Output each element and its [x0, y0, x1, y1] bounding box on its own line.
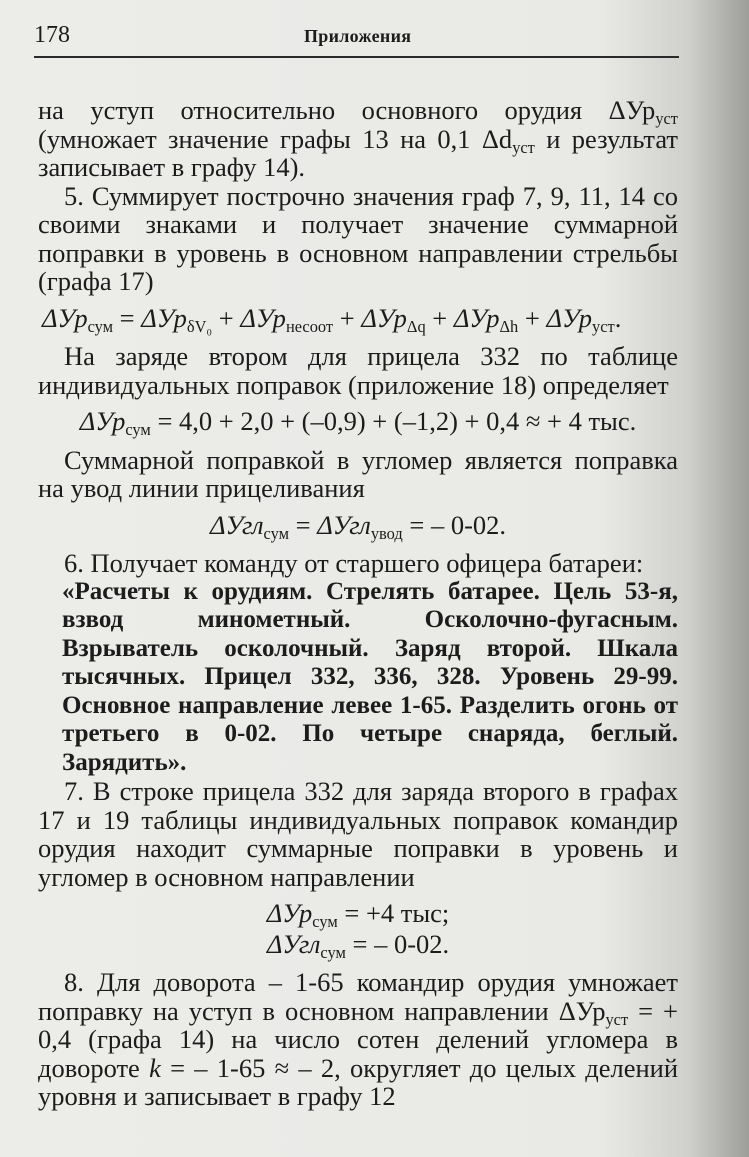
p1-text: на уступ относительно основного орудия ΔУр — [38, 95, 656, 125]
formula-level-result — [38, 898, 678, 931]
f4-lhs-sub: сум — [312, 911, 338, 931]
p1-text-2: (умножает значение графы 13 на 0,1 Δd — [38, 123, 513, 154]
f3-mid-sub: увод — [370, 523, 403, 543]
paragraph-step-5: 5. Суммирует построчно значения граф 7, 9, 11, 14 со своими знаками и получает значение суммарной поправки в уровень в основном направлении стрельбы (графа 17) — [38, 180, 678, 296]
f2-lhs-sub: сум — [125, 419, 151, 439]
f1-t4: ΔУр — [453, 302, 500, 333]
command-text: «Расчеты к орудиям. Стрелять батарее. Цель 53-я, взвод минометный. Осколочно-фугасным. Взрыватель осколочный. Заряд второй. Шкала тысячных. Прицел 332, 336, 328. Уровень 29-99. Основное направление левее 1-65. Разделить огонь от третьего в 0-02. По четыре снаряда, беглый. Зарядить». — [62, 577, 678, 776]
f4-lhs: ΔУр — [266, 898, 313, 928]
p7-c: = – 1-65 ≈ – 2, округляет до целых делений уровня и записывает в графу 12 — [38, 1052, 678, 1111]
f1-t2: ΔУр — [240, 302, 286, 333]
p7-a-sub: уст — [605, 1009, 629, 1029]
p1-sub: уст — [655, 108, 678, 128]
p7-b: = + 0,4 (графа 14) на число сотен делений угломера в довороте — [38, 995, 678, 1083]
f1-lhs: ΔУр — [42, 302, 88, 333]
f1-t5: ΔУр — [546, 302, 593, 333]
page-number: 178 — [34, 22, 70, 48]
f1-t3-sub: Δq — [406, 316, 426, 336]
f3-lhs-sub: сум — [263, 523, 290, 543]
page-header — [34, 20, 679, 54]
p7-k: k — [149, 1052, 161, 1083]
f1-t3: ΔУр — [361, 302, 407, 333]
f1-t5-sub: уст — [592, 316, 615, 336]
paragraph-step-6: 6. Получает команду от старшего офицера батареи: — [64, 548, 644, 578]
header-rule — [34, 56, 679, 58]
f3-mid: ΔУгл — [317, 509, 371, 540]
f1-t4-sub: Δh — [499, 316, 519, 336]
f5-lhs-sub: сум — [320, 942, 346, 962]
formula-sum-level: ΔУр$_{сум}$ = ΔУр$_{\delta V_0}$ + ΔУр$_{несоот}$ + ΔУр$_{\Delta q}$ + ΔУр$_{\Delta h}$ + ΔУр$_{уст}$. — [42, 302, 622, 336]
formula-goniometer-result — [38, 928, 678, 962]
p1-text-3: и результат записывает в графу 14). — [38, 123, 678, 182]
paragraph-step-7: 7. В строке прицела 332 для заряда второго в графах 17 и 19 таблицы индивидуальных поправок командир орудия находит суммарные поправки в уровень и угломер в основном направлении — [38, 776, 678, 892]
page-body — [38, 96, 678, 1111]
f5-rhs: = – 0-02. — [345, 928, 450, 959]
f3-lhs: ΔУгл — [209, 509, 264, 540]
f1-t1: ΔУр — [141, 302, 187, 333]
formula-goniometer: ΔУгл$_{сум}$ = ΔУгл$_{увод}$ = – 0-02. — [209, 509, 507, 543]
paragraph-charge-two: На заряде втором для прицела 332 по таблице индивидуальных поправок (приложение 18) определяет — [38, 341, 678, 400]
f1-t1-sub: δV₀ — [186, 316, 213, 336]
f1-t2-sub: несоот — [285, 316, 334, 336]
f4-rhs: = +4 тыс; — [337, 898, 450, 928]
f1-lhs-sub: сум — [87, 316, 114, 336]
p1-sub-2: уст — [512, 137, 535, 157]
paragraph-continuation — [38, 96, 678, 182]
f5-lhs: ΔУгл — [266, 928, 321, 959]
paragraph-goniometer: Суммарной поправкой в угломер является поправка на увод линии прицеливания — [38, 444, 678, 503]
running-head: Приложения — [304, 26, 412, 46]
paragraph-step-8 — [38, 968, 678, 1111]
p7-a: 8. Для доворота – 1-65 командир орудия умножает поправку на уступ в основном направлении ΔУр — [38, 967, 678, 1026]
f2-rhs: = 4,0 + 2,0 + (–0,9) + (–1,2) + 0,4 ≈ + 4 тыс. — [150, 406, 637, 436]
formula-sum-value — [38, 406, 678, 439]
f2-lhs: ΔУр — [79, 406, 126, 436]
f3-rhs: = – 0-02. — [402, 509, 507, 540]
